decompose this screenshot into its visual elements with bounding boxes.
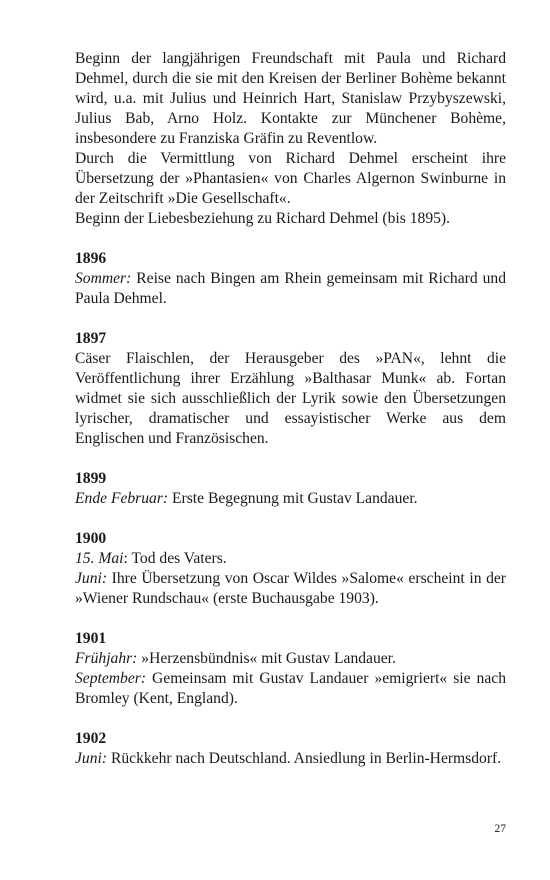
entry-label: Sommer: (75, 270, 132, 287)
entry-label: September: (75, 670, 147, 687)
entry-label: Ende Februar: (75, 490, 169, 507)
intro-paragraph: Beginn der langjährigen Freundschaft mit Paula und Richard Dehmel, durch die sie mit den Kreisen der Berliner Bohème bekannt wird, u.a. mit Julius und Heinrich Hart, Stanislaw Przybyszewski, Julius Bab, Arno Holz. Kontakte zur Münchener Bohème, insbesondere zu Franziska Gräfin zu Reventlow. (75, 50, 506, 147)
year-heading: 1896 (75, 250, 107, 267)
entry (75, 569, 506, 609)
entry-text: : Tod des Vaters. (123, 550, 227, 567)
entry (75, 269, 506, 309)
year-heading: 1902 (75, 730, 107, 747)
intro-block (75, 49, 506, 229)
year-section-1900 (75, 529, 506, 609)
entry-label: Juni: (75, 750, 108, 767)
entry (75, 749, 506, 769)
entry-text: Cäser Flaischlen, der Herausgeber des »PAN«, lehnt die Veröffentlichung ihrer Erzählung »Balthasar Munk« ab. Fortan widmet sie sich ausschließlich der Lyrik sowie den Übersetzungen lyrischer, dramatischer und essayistischer Werke aus dem Englischen und Französischen. (75, 350, 506, 447)
entry-text: Ihre Übersetzung von Oscar Wildes »Salome« erscheint in der »Wiener Rundschau« (erste Buchausgabe 1903). (75, 570, 506, 607)
year-heading: 1897 (75, 330, 107, 347)
year-section-1902 (75, 729, 506, 769)
entry-label: 15. Mai (75, 550, 124, 567)
year-heading: 1901 (75, 630, 107, 647)
entry-text: Gemeinsam mit Gustav Landauer »emigriert« sie nach Bromley (Kent, England). (75, 670, 506, 707)
entry-text: Reise nach Bingen am Rhein gemeinsam mit Richard und Paula Dehmel. (75, 270, 506, 307)
year-section-1897 (75, 329, 506, 449)
entry (75, 649, 506, 669)
entry-text: Rückkehr nach Deutschland. Ansiedlung in Berlin-Hermsdorf. (107, 750, 502, 767)
entry-label: Frühjahr: (75, 650, 138, 667)
year-section-1901 (75, 629, 506, 709)
entry-text: »Herzensbündnis« mit Gustav Landauer. (137, 650, 396, 667)
entry (75, 489, 506, 509)
year-section-1896 (75, 249, 506, 309)
year-heading: 1900 (75, 530, 107, 547)
intro-paragraph: Durch die Vermittlung von Richard Dehmel erscheint ihre Übersetzung der »Phantasien« von Charles Algernon Swinburne in der Zeitschrift »Die Gesellschaft«. (75, 150, 506, 207)
page-number: 27 (494, 823, 506, 835)
year-section-1899 (75, 469, 506, 509)
entry (75, 349, 506, 449)
year-heading: 1899 (75, 470, 107, 487)
entry-text: Erste Begegnung mit Gustav Landauer. (168, 490, 418, 507)
entry (75, 549, 506, 569)
intro-paragraph: Beginn der Liebesbeziehung zu Richard Dehmel (bis 1895). (75, 210, 451, 227)
entry (75, 669, 506, 709)
page-body (75, 49, 506, 769)
entry-label: Juni: (75, 570, 108, 587)
